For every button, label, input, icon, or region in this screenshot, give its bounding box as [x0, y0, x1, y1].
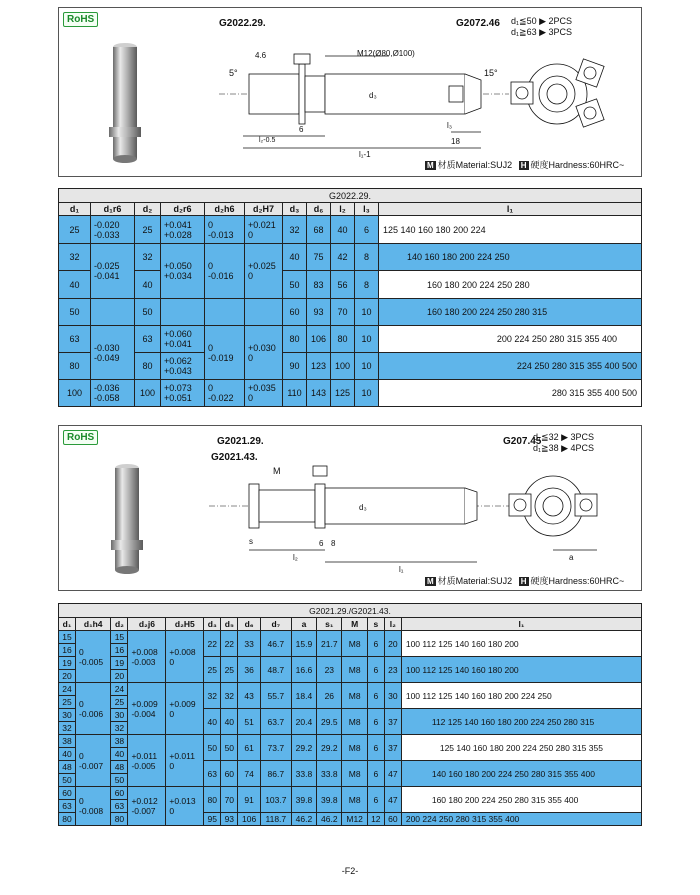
cell-d2H7: +0.021 0	[245, 216, 283, 244]
cell-d2j6: +0.012 -0.007	[128, 787, 166, 826]
cell-d1r6: -0.030 -0.049	[91, 326, 135, 380]
cell-l2: 47	[384, 787, 401, 813]
cell-l1: 125 140 160 180 200 224 250 280 315 355	[401, 735, 641, 761]
cell-d1: 80	[59, 353, 91, 380]
cell-d2: 40	[135, 271, 161, 299]
hardness-text: 硬度Hardness:60HRC~	[530, 576, 625, 586]
cell-d2: 25	[111, 696, 128, 709]
header-d6: d₆	[307, 203, 331, 216]
cell-s1: 33.8	[317, 761, 342, 787]
cell-d2H7: +0.030 0	[245, 326, 283, 380]
technical-drawing-1	[219, 36, 509, 158]
cell-d1r6: -0.020 -0.033	[91, 216, 135, 244]
cell-l2: 100	[331, 353, 355, 380]
cell-d3: 80	[204, 787, 221, 813]
dim-l1: l₁-1	[359, 150, 371, 158]
cell-d2: 25	[135, 216, 161, 244]
header-d1: d₁	[59, 203, 91, 216]
cell-l1: 200 224 250 280 315 355 400	[401, 813, 641, 826]
dim-l1: l₁	[399, 565, 404, 574]
cell-d1h4: 0 -0.008	[76, 787, 111, 826]
cell-d1h4: 0 -0.006	[76, 683, 111, 735]
material-icon: M	[427, 161, 434, 170]
cell-M: M8	[342, 683, 367, 709]
cell-M: M8	[342, 761, 367, 787]
cell-d7: 86.7	[260, 761, 291, 787]
cell-s: 6	[367, 631, 384, 657]
cell-d2: 16	[111, 644, 128, 657]
header-l1: l₁	[401, 618, 641, 631]
cell-d1r6-empty	[91, 299, 135, 326]
cell-d2j6: +0.011 -0.005	[128, 735, 166, 787]
quantity-note	[511, 16, 572, 38]
cell-l1: 160 180 200 224 250 280 315	[379, 299, 642, 326]
cell-l1: 100 112 125 140 160 180 200 224 250	[401, 683, 641, 709]
cell-d1: 63	[59, 800, 76, 813]
cell-d6: 123	[307, 353, 331, 380]
cell-d1: 50	[59, 774, 76, 787]
cell-s1: 29.5	[317, 709, 342, 735]
cell-d5: 25	[221, 657, 238, 683]
cell-d3: 60	[283, 299, 307, 326]
product-code-b: G2072.46	[456, 18, 500, 29]
cell-M: M8	[342, 709, 367, 735]
dim-l2: l₂-0.5	[259, 137, 276, 144]
cell-d7: 73.7	[260, 735, 291, 761]
header-d3: d₃	[283, 203, 307, 216]
dim-angle-15: 15°	[484, 68, 498, 78]
cell-d2: 20	[111, 670, 128, 683]
cell-l2: 42	[331, 244, 355, 271]
product-panel-2	[58, 425, 642, 591]
cell-M: M8	[342, 787, 367, 813]
table-row	[59, 683, 642, 696]
cell-l1: 140 160 180 200 224 250	[379, 244, 642, 271]
pin-photo	[99, 38, 151, 168]
dim-d3: d₃	[359, 503, 367, 512]
cell-d2r6: +0.041 +0.028	[161, 216, 205, 244]
cell-s: 6	[367, 761, 384, 787]
cell-l3: 8	[355, 244, 379, 271]
cell-d5: 70	[221, 787, 238, 813]
cell-d2: 100	[135, 380, 161, 407]
cell-l1: 100 112 125 140 160 180 200	[401, 657, 641, 683]
cell-d2: 19	[111, 657, 128, 670]
cell-d2: 15	[111, 631, 128, 644]
cell-d6: 74	[238, 761, 261, 787]
cell-l1: 140 160 180 200 224 250 280 315 355 400	[401, 761, 641, 787]
cell-l1: 224 250 280 315 355 400 500	[379, 353, 642, 380]
cell-d1: 60	[59, 787, 76, 800]
cell-l2: 23	[384, 657, 401, 683]
cell-l1: 100 112 125 140 160 180 200	[401, 631, 641, 657]
cell-d2: 80	[111, 813, 128, 826]
dim-l2: l₂	[293, 553, 298, 562]
material-icon: M	[427, 577, 434, 586]
header-l2: l₂	[384, 618, 401, 631]
cell-a: 46.2	[291, 813, 316, 826]
cell-d2: 80	[135, 353, 161, 380]
dim-angle-5: 5°	[229, 68, 238, 78]
dim-18: 18	[451, 137, 460, 146]
cell-d6: 106	[238, 813, 261, 826]
cell-d1r6: -0.036 -0.058	[91, 380, 135, 407]
product-code: G2022.29.	[219, 18, 266, 29]
header-s1: s₁	[317, 618, 342, 631]
cell-d2h6: 0 -0.022	[205, 380, 245, 407]
cell-l2: 70	[331, 299, 355, 326]
cell-d7: 48.7	[260, 657, 291, 683]
header-d2: d₂	[111, 618, 128, 631]
cell-d7: 55.7	[260, 683, 291, 709]
cell-d3: 32	[204, 683, 221, 709]
header-a: a	[291, 618, 316, 631]
header-l3: l₃	[355, 203, 379, 216]
cell-l2: 80	[331, 326, 355, 353]
header-d2: d₂	[135, 203, 161, 216]
cell-d1: 16	[59, 644, 76, 657]
cell-d2: 32	[135, 244, 161, 271]
cell-d2: 32	[111, 722, 128, 735]
cell-l3: 10	[355, 326, 379, 353]
cell-d5: 50	[221, 735, 238, 761]
cell-d3: 40	[204, 709, 221, 735]
flange-view-1	[507, 42, 607, 142]
material-text: 材质Material:SUJ2	[437, 576, 513, 586]
table-row	[59, 787, 642, 800]
header-d2j6: d₂j6	[128, 618, 166, 631]
cell-l2: 30	[384, 683, 401, 709]
cell-s: 12	[367, 813, 384, 826]
header-d5: d₅	[221, 618, 238, 631]
cell-d1: 48	[59, 761, 76, 774]
cell-d2r6: +0.060 +0.041	[161, 326, 205, 353]
cell-s: 6	[367, 683, 384, 709]
cell-d1: 15	[59, 631, 76, 644]
cell-d2: 48	[111, 761, 128, 774]
cell-d2H7-empty	[245, 299, 283, 326]
cell-l1: 280 315 355 400 500	[379, 380, 642, 407]
cell-a: 29.2	[291, 735, 316, 761]
cell-d1: 38	[59, 735, 76, 748]
spec-table-2	[58, 603, 642, 826]
cell-l1: 160 180 200 224 250 280	[379, 271, 642, 299]
dim-6: 6	[299, 125, 304, 134]
page-number: -F2-	[341, 866, 359, 876]
cell-a: 33.8	[291, 761, 316, 787]
cell-d1: 32	[59, 244, 91, 271]
qty-line-1: d₁≦50 ▶ 2PCS	[511, 16, 573, 26]
cell-a: 39.8	[291, 787, 316, 813]
cell-M: M8	[342, 735, 367, 761]
cell-d2: 40	[111, 748, 128, 761]
cell-d2: 50	[111, 774, 128, 787]
table-caption: G2022.29.	[59, 189, 642, 203]
cell-d2H5: +0.008 0	[166, 631, 204, 683]
cell-d6: 36	[238, 657, 261, 683]
cell-d6: 91	[238, 787, 261, 813]
header-d2H7: d₂H7	[245, 203, 283, 216]
header-d7: d₇	[260, 618, 291, 631]
cell-M: M8	[342, 657, 367, 683]
dim-d3: d₃	[369, 91, 377, 100]
header-d3: d₃	[204, 618, 221, 631]
cell-d2: 38	[111, 735, 128, 748]
cell-l2: 37	[384, 709, 401, 735]
qty-line-1: d₁≦32 ▶ 3PCS	[533, 432, 595, 442]
flange-view-2	[501, 464, 611, 564]
header-d1h4: d₁h4	[76, 618, 111, 631]
cell-d1h4: 0 -0.005	[76, 631, 111, 683]
material-spec	[425, 574, 624, 587]
hardness-text: 硬度Hardness:60HRC~	[530, 160, 625, 170]
cell-d2: 24	[111, 683, 128, 696]
header-d6: d₆	[238, 618, 261, 631]
cell-d2j6: +0.008 -0.003	[128, 631, 166, 683]
cell-d2H7: +0.035 0	[245, 380, 283, 407]
cell-l2: 40	[331, 216, 355, 244]
cell-d2: 63	[111, 800, 128, 813]
cell-d7: 118.7	[260, 813, 291, 826]
cell-d3: 110	[283, 380, 307, 407]
cell-d2h6-empty	[205, 299, 245, 326]
header-d1r6: d₁r6	[91, 203, 135, 216]
cell-d1: 25	[59, 216, 91, 244]
cell-d1: 20	[59, 670, 76, 683]
cell-d6: 33	[238, 631, 261, 657]
cell-d2r6: +0.050 +0.034	[161, 244, 205, 299]
cell-d2H5: +0.009 0	[166, 683, 204, 735]
cell-d1: 80	[59, 813, 76, 826]
cell-d2: 50	[135, 299, 161, 326]
cell-d2r6: +0.073 +0.051	[161, 380, 205, 407]
cell-d6: 61	[238, 735, 261, 761]
cell-d1: 40	[59, 748, 76, 761]
cell-M: M8	[342, 631, 367, 657]
cell-s1: 21.7	[317, 631, 342, 657]
cell-d6: 43	[238, 683, 261, 709]
header-d2H5: d₂H5	[166, 618, 204, 631]
dim-4-6: 4.6	[255, 51, 267, 60]
cell-l1: 112 125 140 160 180 200 224 250 280 315	[401, 709, 641, 735]
cell-d6: 143	[307, 380, 331, 407]
pin-photo	[101, 460, 153, 578]
cell-d1: 30	[59, 709, 76, 722]
cell-s: 6	[367, 657, 384, 683]
cell-d2: 30	[111, 709, 128, 722]
cell-d3: 32	[283, 216, 307, 244]
cell-d3: 50	[283, 271, 307, 299]
hardness-icon: H	[520, 577, 527, 586]
cell-d2r6-empty	[161, 299, 205, 326]
cell-d2h6: 0 -0.019	[205, 326, 245, 380]
cell-l2: 56	[331, 271, 355, 299]
cell-s: 6	[367, 787, 384, 813]
table-row	[59, 631, 642, 644]
hardness-icon: H	[520, 161, 527, 170]
cell-d1: 63	[59, 326, 91, 353]
table-row	[59, 735, 642, 748]
cell-d1h4: 0 -0.007	[76, 735, 111, 787]
cell-M: M12	[342, 813, 367, 826]
cell-d2H7: +0.025 0	[245, 244, 283, 299]
cell-d6: 83	[307, 271, 331, 299]
cell-l2: 125	[331, 380, 355, 407]
cell-l2: 47	[384, 761, 401, 787]
material-text: 材质Material:SUJ2	[437, 160, 513, 170]
cell-a: 16.6	[291, 657, 316, 683]
cell-d5: 60	[221, 761, 238, 787]
cell-s1: 39.8	[317, 787, 342, 813]
cell-s: 6	[367, 735, 384, 761]
cell-d1r6: -0.025 -0.041	[91, 244, 135, 299]
cell-d1: 25	[59, 696, 76, 709]
cell-l3: 6	[355, 216, 379, 244]
cell-d6: 75	[307, 244, 331, 271]
cell-l3: 10	[355, 353, 379, 380]
product-code: G2021.29.	[217, 436, 264, 447]
cell-l2: 20	[384, 631, 401, 657]
cell-d7: 63.7	[260, 709, 291, 735]
dim-6: 6	[319, 539, 324, 548]
cell-l1: 200 224 250 280 315 355 400	[379, 326, 642, 353]
cell-d1: 40	[59, 271, 91, 299]
qty-line-2: d₁≧63 ▶ 3PCS	[511, 27, 573, 37]
cell-d6: 51	[238, 709, 261, 735]
cell-d6: 93	[307, 299, 331, 326]
cell-a: 20.4	[291, 709, 316, 735]
cell-d2r6: +0.062 +0.043	[161, 353, 205, 380]
cell-l3: 10	[355, 380, 379, 407]
spec-table-1	[58, 188, 642, 407]
header-l1: l₁	[379, 203, 642, 216]
cell-l2: 60	[384, 813, 401, 826]
header-d1: d₁	[59, 618, 76, 631]
cell-d2: 60	[111, 787, 128, 800]
header-s: s	[367, 618, 384, 631]
dim-8: 8	[331, 539, 336, 548]
rohs-badge: RoHS	[63, 430, 98, 445]
dim-M: M	[273, 466, 281, 476]
cell-d2H5: +0.011 0	[166, 735, 204, 787]
cell-a: 18.4	[291, 683, 316, 709]
cell-d5: 22	[221, 631, 238, 657]
cell-a: 15.9	[291, 631, 316, 657]
cell-d5: 40	[221, 709, 238, 735]
cell-d1: 19	[59, 657, 76, 670]
product-panel-1	[58, 7, 642, 177]
cell-d1: 50	[59, 299, 91, 326]
product-code-b: G207.45	[503, 436, 542, 447]
cell-s1: 29.2	[317, 735, 342, 761]
header-d2r6: d₂r6	[161, 203, 205, 216]
technical-drawing-2	[209, 462, 509, 576]
cell-d2: 63	[135, 326, 161, 353]
product-code-2: G2021.43.	[211, 452, 258, 463]
cell-d3: 95	[204, 813, 221, 826]
cell-d5: 32	[221, 683, 238, 709]
cell-l3: 8	[355, 271, 379, 299]
cell-d3: 90	[283, 353, 307, 380]
header-l2: l₂	[331, 203, 355, 216]
cell-d3: 50	[204, 735, 221, 761]
cell-d1: 100	[59, 380, 91, 407]
cell-s1: 26	[317, 683, 342, 709]
cell-d7: 103.7	[260, 787, 291, 813]
header-M: M	[342, 618, 367, 631]
material-spec	[425, 158, 624, 171]
cell-d6: 106	[307, 326, 331, 353]
cell-d3: 80	[283, 326, 307, 353]
cell-d3: 22	[204, 631, 221, 657]
cell-s1: 46.2	[317, 813, 342, 826]
cell-d3: 25	[204, 657, 221, 683]
cell-d2j6: +0.009 -0.004	[128, 683, 166, 735]
dim-l3: l₃	[447, 121, 453, 130]
cell-d7: 46.7	[260, 631, 291, 657]
cell-d6: 68	[307, 216, 331, 244]
cell-d1: 24	[59, 683, 76, 696]
cell-d3: 63	[204, 761, 221, 787]
cell-d2h6: 0 -0.016	[205, 244, 245, 299]
quantity-note	[533, 432, 594, 454]
cell-l1: 125 140 160 180 200 224	[379, 216, 642, 244]
cell-s: 6	[367, 709, 384, 735]
cell-d5: 93	[221, 813, 238, 826]
cell-d2h6: 0 -0.013	[205, 216, 245, 244]
dim-s: s	[249, 537, 253, 546]
header-d2h6: d₂h6	[205, 203, 245, 216]
cell-l1: 160 180 200 224 250 280 315 355 400	[401, 787, 641, 813]
cell-l3: 10	[355, 299, 379, 326]
qty-line-2: d₁≧38 ▶ 4PCS	[533, 443, 595, 453]
cell-s1: 23	[317, 657, 342, 683]
cell-d1: 32	[59, 722, 76, 735]
cell-d2H5: +0.013 0	[166, 787, 204, 826]
dim-thread: M12(Ø80,Ø100)	[357, 49, 415, 58]
cell-l2: 37	[384, 735, 401, 761]
table-caption: G2021.29./G2021.43.	[59, 604, 642, 618]
cell-d3: 40	[283, 244, 307, 271]
rohs-badge: RoHS	[63, 12, 98, 27]
dim-a: a	[569, 553, 574, 562]
